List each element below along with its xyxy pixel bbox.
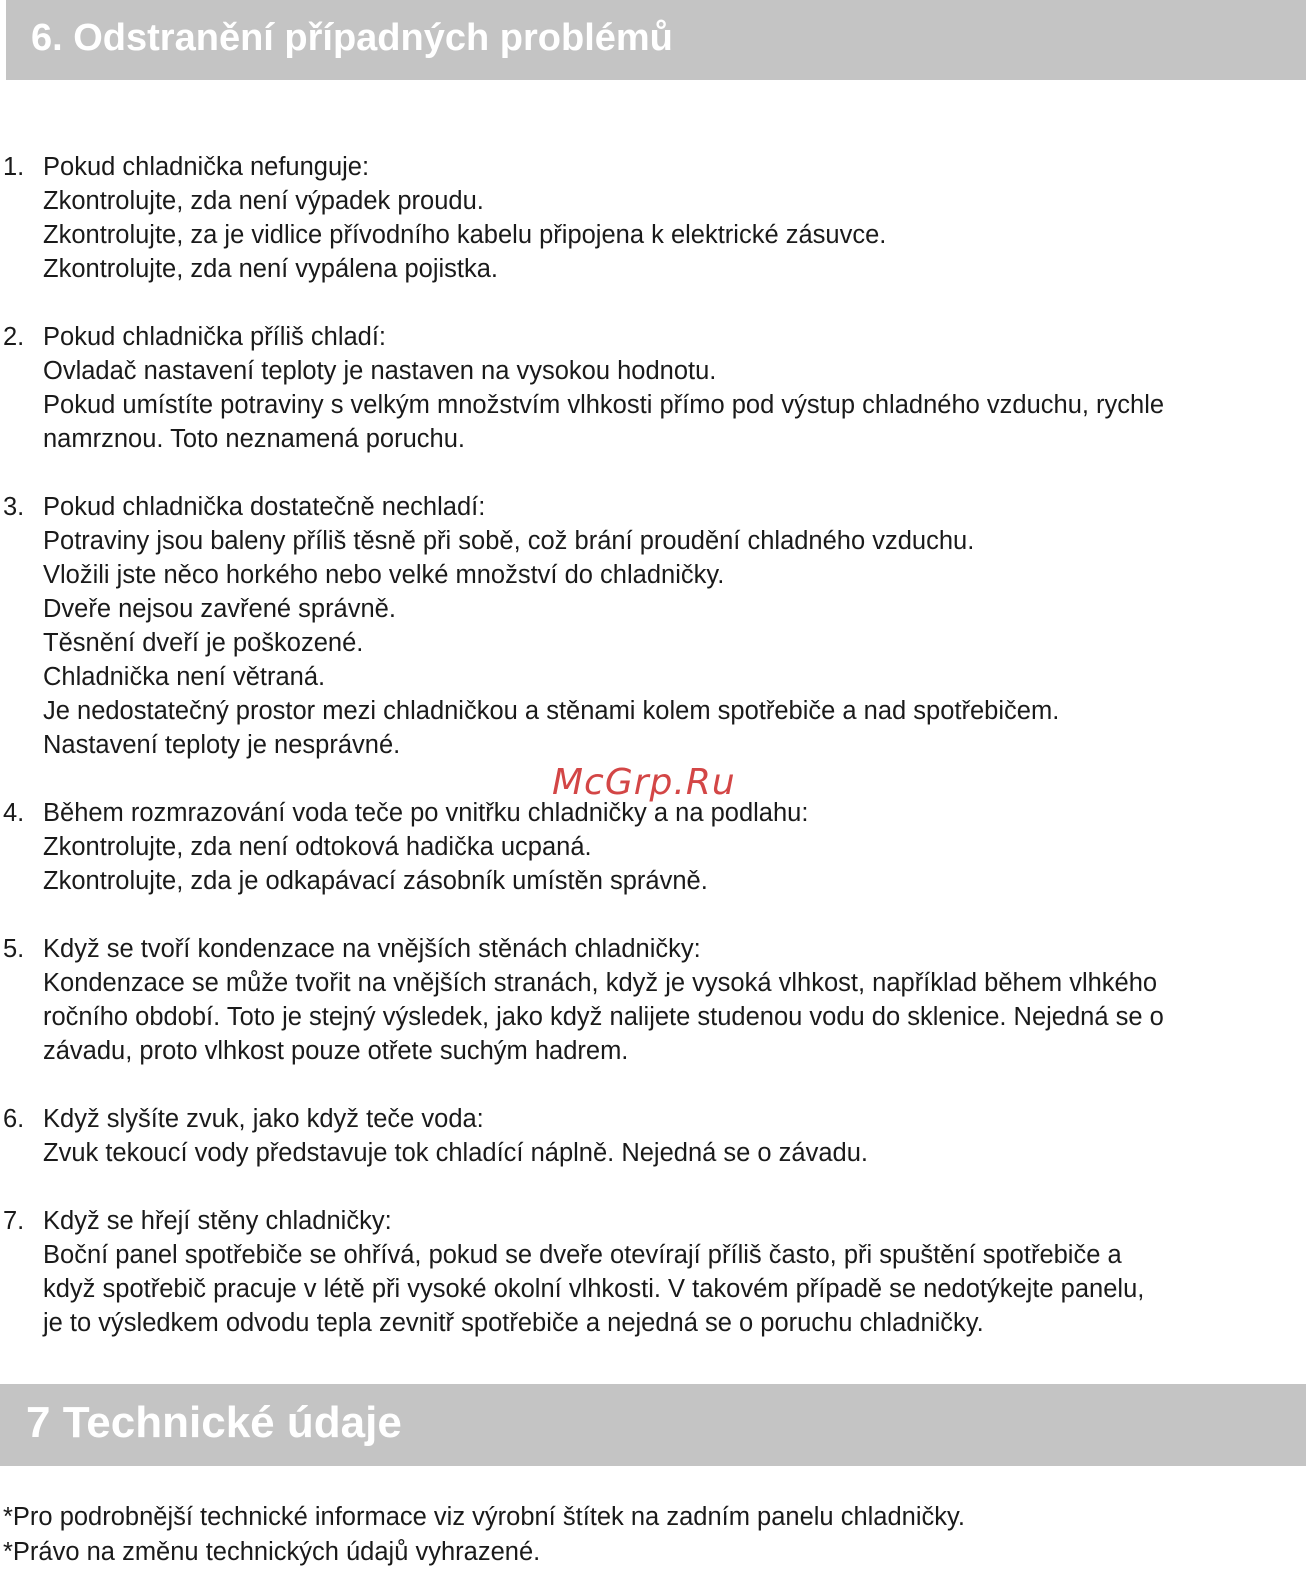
problem-detail: je to výsledkem odvodu tepla zevnitř spotřebiče a nejedná se o poruchu chladničky. (43, 1309, 984, 1337)
technical-section-title: 7 Technické údaje (26, 1398, 402, 1447)
problem-heading: Pokud chladnička nefunguje: (43, 153, 370, 181)
problem-detail: Je nedostatečný prostor mezi chladničkou a stěnami kolem spotřebiče a nad spotřebičem. (43, 697, 1060, 725)
technical-section-header (0, 1384, 1306, 1466)
problem-detail: Zvuk tekoucí vody představuje tok chladící náplně. Nejedná se o závadu. (43, 1139, 868, 1167)
problem-detail: Kondenzace se může tvořit na vnějších stranách, když je vysoká vlhkost, například během vlhkého (43, 969, 1158, 997)
technical-notes (3, 1500, 965, 1570)
problem-detail: Zkontrolujte, za je vidlice přívodního kabelu připojena k elektrické zásuvce. (43, 221, 887, 249)
problem-item (0, 1102, 1311, 1170)
problem-detail: Zkontrolujte, zda je odkapávací zásobník umístěn správně. (43, 867, 708, 895)
problem-number: 7. (3, 1207, 25, 1235)
problem-item (0, 932, 1311, 1068)
troubleshooting-list (0, 150, 1311, 1340)
problem-heading: Když slyšíte zvuk, jako když teče voda: (43, 1105, 484, 1133)
problem-heading: Když se hřejí stěny chladničky: (43, 1207, 392, 1235)
troubleshooting-section-title: 6. Odstranění případných problémů (31, 17, 673, 59)
problem-detail: ročního období. Toto je stejný výsledek, jako když nalijete studenou vodu do sklenice. Nejedná se o (43, 1003, 1164, 1031)
problem-item (0, 796, 1311, 898)
problem-detail: Vložili jste něco horkého nebo velké množství do chladničky. (43, 561, 725, 589)
problem-detail: Zkontrolujte, zda není odtoková hadička ucpaná. (43, 833, 592, 861)
problem-detail: Potraviny jsou baleny příliš těsně při sobě, což brání proudění chladného vzduchu. (43, 527, 975, 555)
problem-detail: namrznou. Toto neznamená poruchu. (43, 425, 465, 453)
technical-note: *Pro podrobnější technické informace viz výrobní štítek na zadním panelu chladničky. (3, 1503, 965, 1531)
problem-item (0, 490, 1311, 762)
problem-number: 4. (3, 799, 25, 827)
problem-detail: když spotřebič pracuje v létě při vysoké okolní vlhkosti. V takovém případě se nedotýkejte panelu, (43, 1275, 1145, 1303)
problem-detail: Ovladač nastavení teploty je nastaven na vysokou hodnotu. (43, 357, 717, 385)
problem-heading: Pokud chladnička dostatečně nechladí: (43, 493, 486, 521)
problem-number: 5. (3, 935, 25, 963)
problem-number: 1. (3, 153, 25, 181)
problem-item (0, 320, 1311, 456)
problem-detail: Pokud umístíte potraviny s velkým množstvím vlhkosti přímo pod výstup chladného vzduchu, rychle (43, 391, 1165, 419)
problem-detail: Nastavení teploty je nesprávné. (43, 731, 401, 759)
problem-item (0, 1204, 1311, 1340)
technical-note: *Právo na změnu technických údajů vyhrazené. (3, 1538, 541, 1566)
problem-number: 3. (3, 493, 25, 521)
problem-heading: Během rozmrazování voda teče po vnitřku chladničky a na podlahu: (43, 799, 809, 827)
problem-detail: Boční panel spotřebiče se ohřívá, pokud se dveře otevírají příliš často, při spuštění spotřebiče a (43, 1241, 1122, 1269)
problem-item (0, 150, 1311, 286)
problem-heading: Když se tvoří kondenzace na vnějších stěnách chladničky: (43, 935, 701, 963)
problem-detail: závadu, proto vlhkost pouze otřete suchým hadrem. (43, 1037, 629, 1065)
problem-detail: Chladnička není větraná. (43, 663, 326, 691)
problem-detail: Zkontrolujte, zda není vypálena pojistka. (43, 255, 499, 283)
problem-detail: Těsnění dveří je poškozené. (43, 629, 364, 657)
troubleshooting-section-header (6, 0, 1306, 80)
problem-number: 6. (3, 1105, 25, 1133)
problem-detail: Zkontrolujte, zda není výpadek proudu. (43, 187, 484, 215)
problem-detail: Dveře nejsou zavřené správně. (43, 595, 396, 623)
problem-heading: Pokud chladnička příliš chladí: (43, 323, 387, 351)
problem-number: 2. (3, 323, 25, 351)
watermark: McGrp.Ru (552, 762, 736, 803)
